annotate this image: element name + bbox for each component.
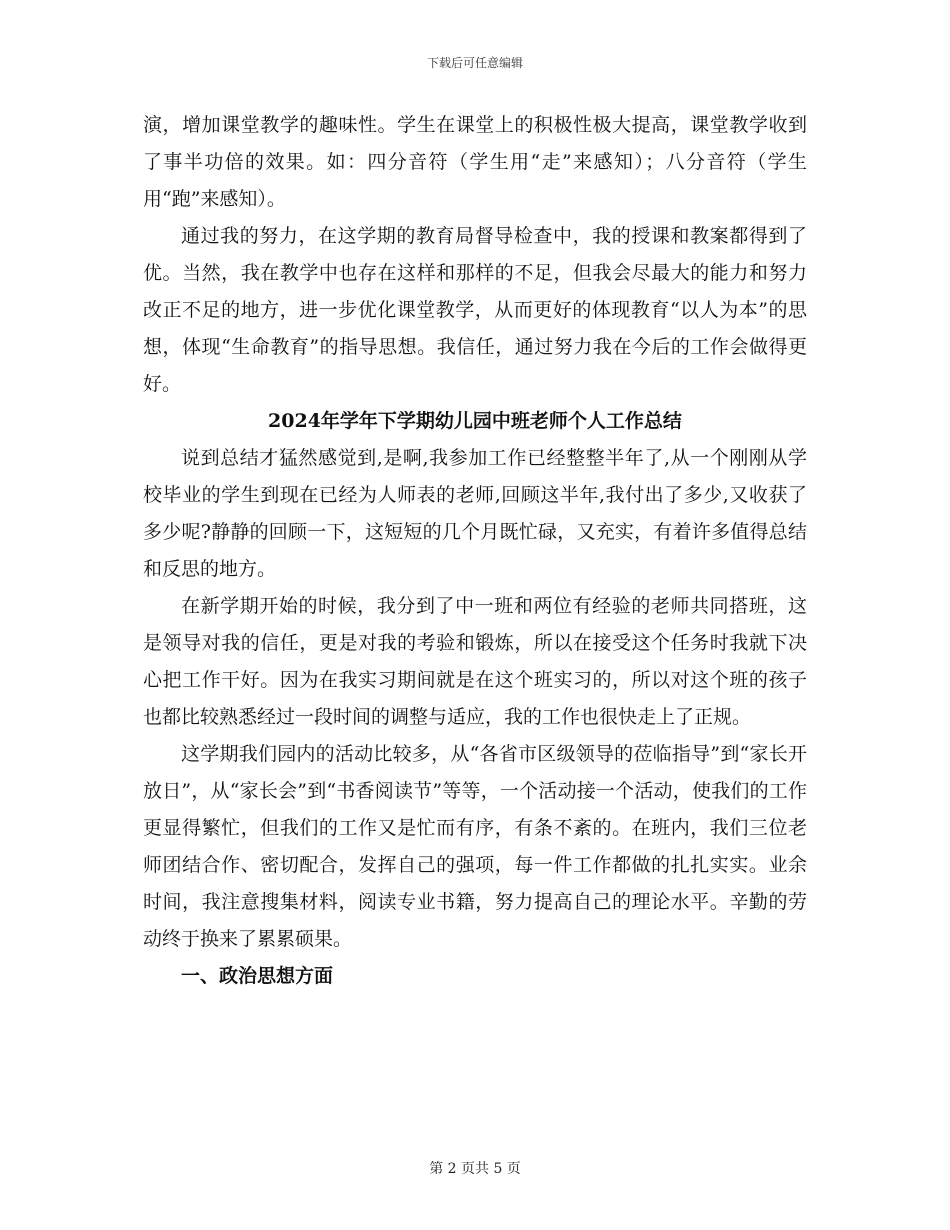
paragraph-continued: 演，增加课堂教学的趣味性。学生在课堂上的积极性极大提高，课堂教学收到了事半功倍的效果。如：四分音符（学生用“走”来感知）；八分音符（学生用“跑”来感知）。 — [143, 114, 807, 210]
subsection-heading: 一、政治思想方面 — [181, 965, 334, 987]
paragraph-activities: 这学期我们园内的活动比较多，从“各省市区级领导的莅临指导”到“家长开放日”，从“家长会”到“书香阅读节”等等，一个活动接一个活动，使我们的工作更显得繁忙，但我们的工作又是忙而有序，有条不紊的。在班内，我们三位老师团结合作、密切配合，发挥自己的强项，每一件工作都做的扎扎实实。业余时间，我注意搜集材料，阅读专业书籍，努力提高自己的理论水平。辛勤的劳动终于换来了累累硕果。 — [143, 743, 807, 950]
page-header: 下载后可任意编辑 — [426, 56, 523, 70]
document-body — [143, 107, 807, 995]
section-title: 2024年学年下学期幼儿园中班老师个人工作总结 — [268, 410, 682, 432]
page-footer: 第 2 页共 5 页 — [429, 1161, 521, 1177]
paragraph-new-semester: 在新学期开始的时候，我分到了中一班和两位有经验的老师共同搭班，这是领导对我的信任，更是对我的考验和锻炼，所以在接受这个任务时我就下决心把工作干好。因为在我实习期间就是在这个班实习的，所以对这个班的孩子也都比较熟悉经过一段时间的调整与适应，我的工作也很快走上了正规。 — [143, 595, 807, 728]
paragraph-effort: 通过我的努力，在这学期的教育局督导检查中，我的授课和教案都得到了优。当然，我在教学中也存在这样和那样的不足，但我会尽最大的能力和努力改正不足的地方，进一步优化课堂教学，从而更好的体现教育“以人为本”的思想，体现“生命教育”的指导思想。我信任，通过努力我在今后的工作会做得更好。 — [143, 225, 807, 395]
paragraph-summary-intro: 说到总结才猛然感觉到,是啊,我参加工作已经整整半年了,从一个刚刚从学校毕业的学生到现在已经为人师表的老师,回顾这半年,我付出了多少,又收获了多少呢?静静的回顾一下，这短短的几个月既忙碌，又充实，有着许多值得总结和反思的地方。 — [143, 447, 807, 580]
